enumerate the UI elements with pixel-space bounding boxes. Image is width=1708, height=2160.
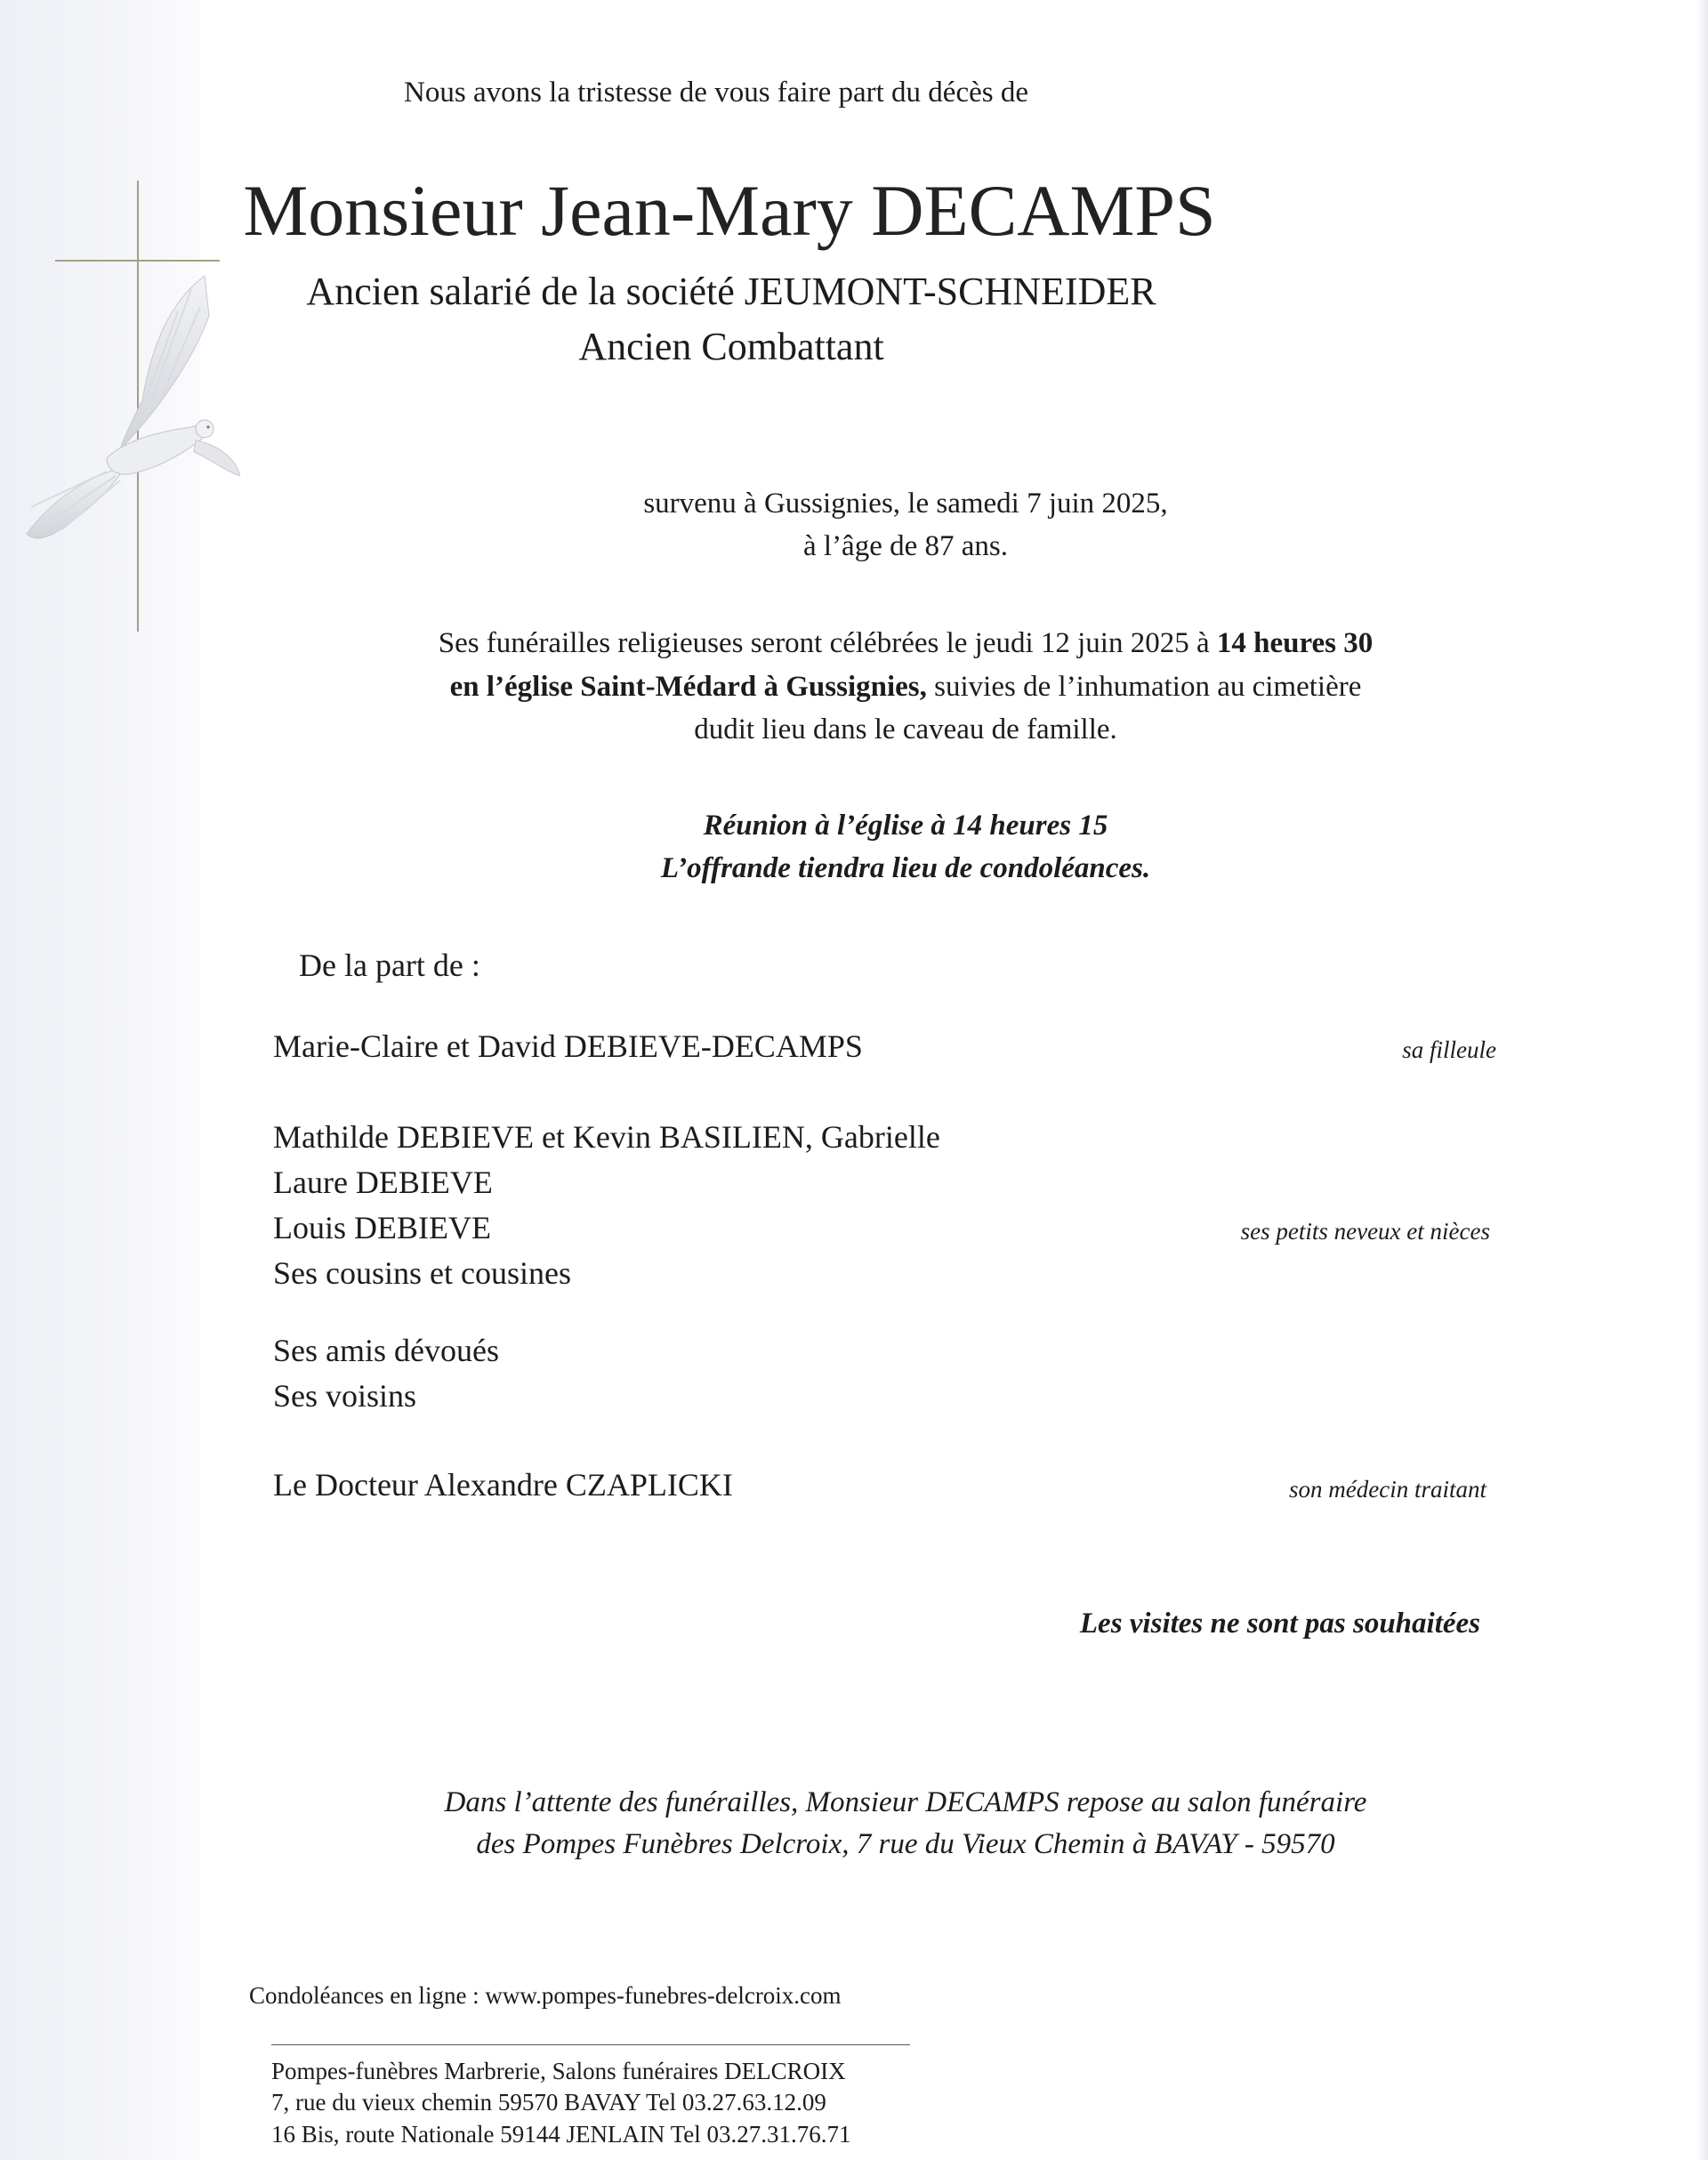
online-condolences: Condoléances en ligne : www.pompes-funebres-delcroix.com — [249, 1982, 842, 2009]
funeral-time: 14 heures 30 — [1216, 627, 1374, 659]
role-line-1: Ancien salarié de la société JEUMONT-SCHNEIDER — [306, 270, 1156, 313]
friends-line: Ses amis dévoués — [273, 1333, 499, 1368]
from-label: De la part de : — [299, 947, 480, 983]
funeral-line-3: dudit lieu dans le caveau de famille. — [694, 713, 1117, 746]
friends-line: Ses voisins — [273, 1378, 417, 1414]
death-line-2: à l’âge de 87 ans. — [803, 530, 1008, 562]
footer-divider — [271, 2044, 910, 2045]
family-name-line: Louis DEBIEVE — [273, 1210, 491, 1245]
footer-company: Pompes-funèbres Marbrerie, Salons funéraires DELCROIX — [271, 2058, 846, 2084]
funeral-line-2-text: suivies de l’inhumation au cimetière — [926, 671, 1362, 703]
funeral-line-2 — [0, 671, 1708, 704]
funeral-church: en l’église Saint-Médard à Gussignies, — [449, 671, 927, 703]
cross-arm — [55, 260, 220, 262]
family-name-line: Ses cousins et cousines — [273, 1255, 571, 1291]
doctor-relation: son médecin traitant — [1289, 1476, 1486, 1503]
doctor-name: Le Docteur Alexandre CZAPLICKI — [273, 1467, 733, 1503]
death-line-1: survenu à Gussignies, le samedi 7 juin 2025, — [643, 488, 1168, 520]
nephews-relation: ses petits neveux et nièces — [1240, 1218, 1490, 1245]
meeting-line-2: L’offrande tiendra lieu de condoléances. — [660, 852, 1151, 884]
funeral-line-1 — [0, 627, 1708, 660]
funeral-line-1-text: Ses funérailles religieuses seront célébrées le jeudi 12 juin 2025 à — [438, 627, 1217, 659]
intro-text: Nous avons la tristesse de vous faire part du décès de — [404, 77, 1028, 109]
role-line-2: Ancien Combattant — [578, 325, 884, 368]
family-name-line: Mathilde DEBIEVE et Kevin BASILIEN, Gabrielle — [273, 1119, 940, 1155]
goddaughter-names: Marie-Claire et David DEBIEVE-DECAMPS — [273, 1028, 863, 1064]
visits-note: Les visites ne sont pas souhaitées — [1079, 1608, 1480, 1640]
meeting-line-1: Réunion à l’église à 14 heures 15 — [703, 810, 1108, 842]
goddaughter-relation: sa filleule — [1402, 1036, 1496, 1063]
deceased-name: Monsieur Jean-Mary DECAMPS — [243, 170, 1216, 251]
footer-address-1: 7, rue du vieux chemin 59570 BAVAY Tel 03.27.63.12.09 — [271, 2089, 826, 2116]
family-name-line: Laure DEBIEVE — [273, 1165, 493, 1200]
salon-line-2: des Pompes Funèbres Delcroix, 7 rue du Vieux Chemin à BAVAY - 59570 — [476, 1828, 1335, 1860]
footer-address-2: 16 Bis, route Nationale 59144 JENLAIN Tel 03.27.31.76.71 — [271, 2121, 851, 2148]
salon-line-1: Dans l’attente des funérailles, Monsieur DECAMPS repose au salon funéraire — [444, 1786, 1367, 1818]
